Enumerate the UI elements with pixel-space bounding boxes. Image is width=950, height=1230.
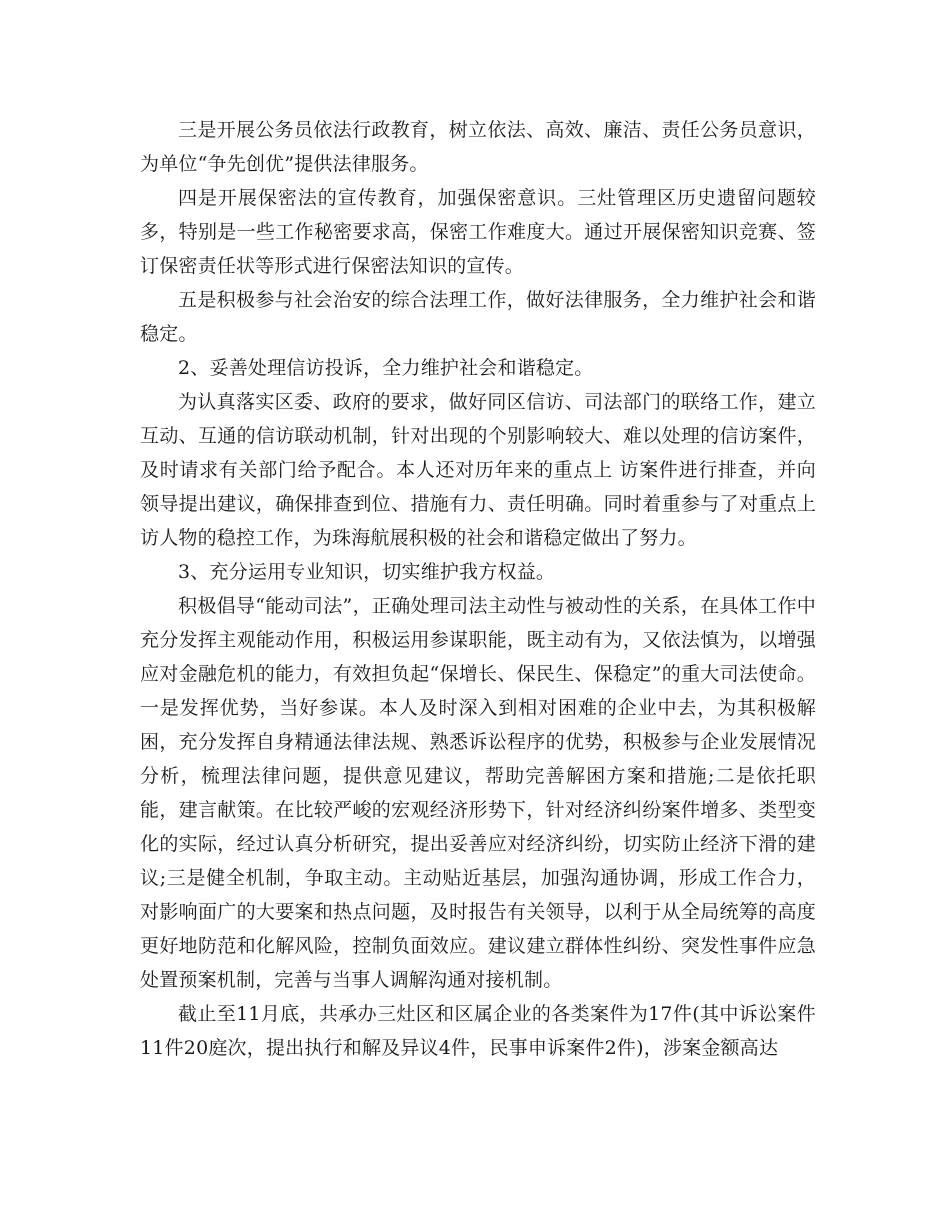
paragraph-social-security: 五是积极参与社会治安的综合法理工作，做好法律服务，全力维护社会和谐稳定。 (140, 289, 816, 345)
paragraph-petition-work: 为认真落实区委、政府的要求，做好同区信访、司法部门的联络工作，建立互动、互通的信访联动机制，针对出现的个别影响较大、难以处理的信访案件，及时请求有关部门给予配合。本人还对历年来的重点上 访案件进行排查，并向领导提出建议，确保排查到位、措施有力、责任明确。同时着重参与了对重点上 访人物的稳控工作，为珠海航展积极的社会和谐稳定做出了努力。 (140, 391, 816, 549)
paragraph-confidentiality-law: 四是开展保密法的宣传教育，加强保密意识。三灶管理区历史遗留问题较多，特别是一些工作秘密要求高，保密工作难度大。通过开展保密知识竞赛、签订保密责任状等形式进行保密法知识的宣传。 (140, 187, 816, 277)
section-heading-professional-knowledge: 3、充分运用专业知识，切实维护我方权益。 (178, 561, 556, 583)
document-body (140, 113, 816, 1065)
paragraph-active-judiciary: 积极倡导“能动司法”，正确处理司法主动性与被动性的关系，在具体工作中充分发挥主观能动作用，积极运用参谋职能，既主动有为，又依法慎为，以增强应对金融危机的能力，有效担负起“保增长、保民生、保稳定”的重大司法使命。一是发挥优势，当好参谋。本人及时深入到相对困难的企业中去，为其积极解困，充分发挥自身精通法律法规、熟悉诉讼程序的优势，积极参与企业发展情况分析，梳理法律问题，提供意见建议，帮助完善解困方案和措施;二是依托职能，建言献策。在比较严峻的宏观经济形势下，针对经济纠纷案件增多、类型变化的实际，经过认真分析研究，提出妥善应对经济纠纷，切实防止经济下滑的建议;三是健全机制，争取主动。主动贴近基层，加强沟通协调，形成工作合力，对影响面广的大要案和热点问题，及时报告有关领导，以利于从全局统筹的高度更好地防范和化解风险，控制负面效应。建议建立群体性纠纷、突发性事件应急处置预案机制，完善与当事人调解沟通对接机制。 (140, 595, 816, 991)
paragraph-civil-servant-education: 三是开展公务员依法行政教育，树立依法、高效、廉洁、责任公务员意识，为单位“争先创优”提供法律服务。 (140, 119, 816, 175)
section-heading-petitions: 2、妥善处理信访投诉，全力维护社会和谐稳定。 (178, 357, 594, 379)
paragraph-case-statistics: 截止至11月底，共承办三灶区和区属企业的各类案件为17件(其中诉讼案件11件20庭次，提出执行和解及异议4件，民事申诉案件2件)，涉案金额高达 (140, 1003, 816, 1059)
